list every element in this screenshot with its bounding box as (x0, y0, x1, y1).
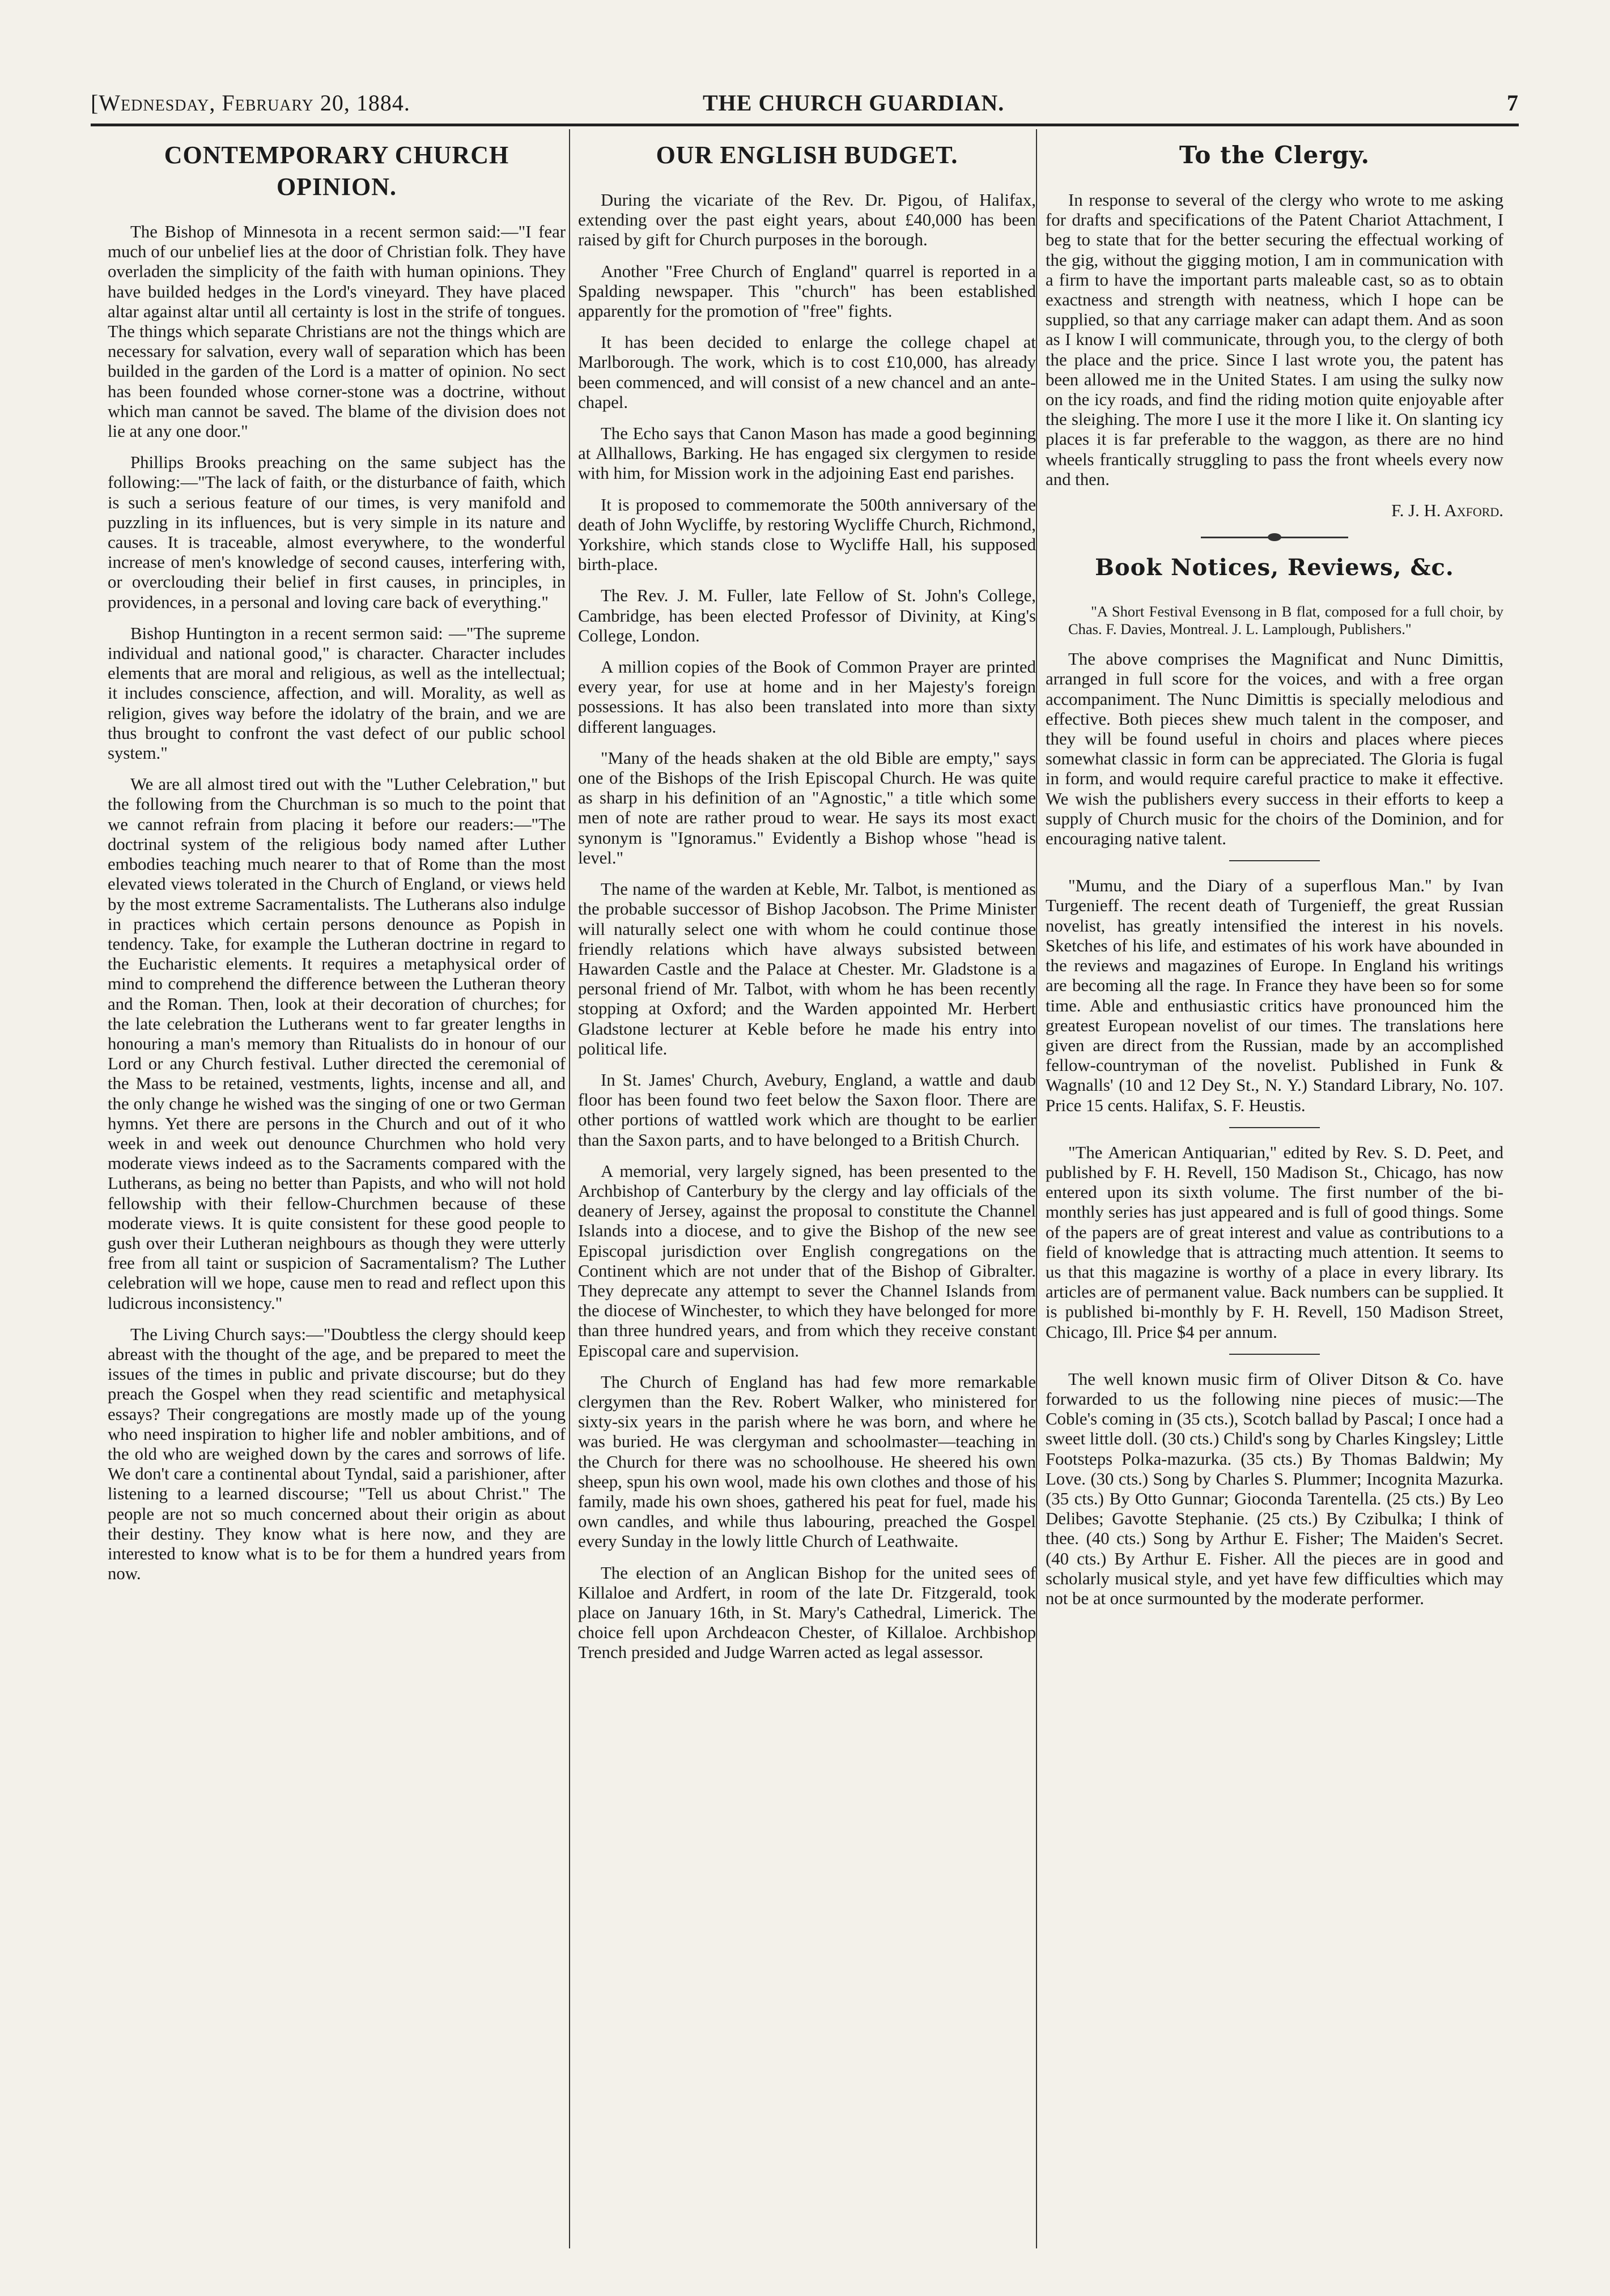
article-paragraph: The election of an Anglican Bishop for the united sees of Killaloe and Ardfert, in room of the late Dr. Fitzgerald, took place on January 16th, in St. Mary's Cathedral, Limerick. The choice fell upon Archdeacon Chester, of Killaloe. Archbishop Trench presided and Judge Warren acted as legal assessor. (578, 1563, 1036, 1663)
article-paragraph: It has been decided to enlarge the college chapel at Marlborough. The work, which is to cost £10,000, has already been commenced, and will consist of a new chancel and an ante-chapel. (578, 333, 1036, 412)
column-english-budget (578, 129, 1036, 2237)
review-paragraph: "The American Antiquarian," edited by Rev. S. D. Peet, and published by F. H. Revell, 150 Madison St., Chicago, has now entered upon its sixth volume. The first number of the bi-monthly series has just appeared and is full of good things. Some of the papers are of great interest and value as contributions to a field of knowledge that is attracting much attention. It seems to us that this magazine is worthy of a place in every library. Its articles are of permanent value. Back numbers can be supplied. It is published bi-monthly by F. H. Revell, 150 Madison Street, Chicago, Ill. Price $4 per annum. (1046, 1142, 1503, 1342)
review-paragraph: "Mumu, and the Diary of a superflous Man." by Ivan Turgenieff. The recent death of Turgenieff, the great Russian novelist, has greatly intensified the interest in his novels. Sketches of his life, and estimates of his work have abounded in the reviews and magazines of Europe. In England his writings are becoming all the rage. In France they have been so for some time. Able and enthusiastic critics have pronounced him the greatest European novelist of our times. The translations here given are direct from the Russian, made by an accomplished fellow-countryman of the novelist. Published in Funk & Wagnalls' (10 and 12 Dey St., N. Y.) Standard Library, No. 107. Price 15 cents. Halifax, S. F. Heustis. (1046, 876, 1503, 1115)
issue-date: [Wednesday, February 20, 1884. (91, 90, 410, 116)
article-paragraph: The Rev. J. M. Fuller, late Fellow of St. John's College, Cambridge, has been elected Professor of Divinity, at King's College, London. (578, 586, 1036, 645)
article-paragraph: In St. James' Church, Avebury, England, a wattle and daub floor has been found two feet below the Saxon floor. There are other portions of wattled work which are thought to be earlier than the Saxon parts, and to have belonged to a British Church. (578, 1070, 1036, 1150)
masthead-title: THE CHURCH GUARDIAN. (703, 90, 1005, 116)
article-paragraph: The Bishop of Minnesota in a recent sermon said:—"I fear much of our unbelief lies at the door of Christian folk. They have overladen the simplicity of the faith with human opinions. They have builded hedges in the Lord's vineyard. They have placed altar against altar until all certainty is lost in the strife of tongues. The things which separate Christians are not the things which are necessary for salvation, every wall of separation which has been builded in the garden of the Lord is a matter of opinion. No sect has been founded whose corner-stone was a doctrine, without which man cannot be saved. The blame of the division does not lie at any one door." (108, 222, 566, 441)
book-title-notice: "A Short Festival Evensong in B flat, composed for a full choir, by Chas. F. Davies, Montreal. J. L. Lamplough, Publishers." (1068, 603, 1503, 638)
ornamental-divider (1201, 537, 1348, 538)
page-number: 7 (1507, 90, 1519, 116)
short-divider (1229, 860, 1320, 861)
article-paragraph: The Church of England has had few more remarkable clergymen than the Rev. Robert Walker, who ministered for sixty-six years in the parish where he was born, and where he was buried. He was clergyman and schoolmaster—teaching in the Church for there was no schoolhouse. He sheered his own sheep, spun his own wool, made his own clothes and those of his family, made his own shoes, gathered his peat for fuel, made his own candles, and while thus labouring, preached the Gospel every Sunday in the lowly little Church of Leathwaite. (578, 1372, 1036, 1551)
column-clergy-and-books (1046, 129, 1503, 2237)
article-paragraph: A million copies of the Book of Common Prayer are printed every year, for use at home and in her Majesty's foreign possessions. It has also been translated into more than sixty different languages. (578, 657, 1036, 737)
review-paragraph: The above comprises the Magnificat and Nunc Dimittis, arranged in full score for the voices, and with a free organ accompaniment. The Nunc Dimittis is specially melodious and effective. Both pieces shew much talent in the composer, and they will be found useful in choirs and places where pieces somewhat classic in form can be appreciated. The Gloria is fugal in form, and would require careful practice to make it effective. We wish the publishers every success in their efforts to keep a supply of Church music for the choirs of the Dominion, and for encouraging native talent. (1046, 649, 1503, 849)
header-rule (91, 124, 1519, 126)
column-contemporary-opinion (108, 129, 566, 2237)
short-divider (1229, 1127, 1320, 1128)
section-heading: CONTEMPORARY CHURCH OPINION. (164, 141, 509, 201)
article-paragraph: A memorial, very largely signed, has been presented to the Archbishop of Canterbury by the clergy and lay officials of the deanery of Jersey, against the proposal to constitute the Channel Islands into a diocese, and to give the Bishop of the new see Episcopal jurisdiction over English congregations on the Continent which are not under that of the Bishop of Gibralter. They deprecate any attempt to sever the Channel Islands from the diocese of Winchester, to which they have belonged for more than three hundred years, and from which they receive constant Episcopal care and supervision. (578, 1161, 1036, 1360)
article-paragraph: Bishop Huntington in a recent sermon said: —"The supreme individual and national good," is character. Character includes elements that are moral and religious, as well as the intellectual; it includes conscience, affection, and will. Morality, as well as religion, gives way before the idolatry of the brain, and we are thus brought to confront the vast defect of our public school system." (108, 623, 566, 763)
article-paragraph: The Echo says that Canon Mason has made a good beginning at Allhallows, Barking. He has engaged six clergymen to reside with him, for Mission work in the adjoining East end parishes. (578, 424, 1036, 483)
column-divider (1036, 129, 1037, 2248)
column-divider (569, 129, 570, 2248)
article-paragraph: Phillips Brooks preaching on the same subject has the following:—"The lack of faith, or the disturbance of faith, which is such a serious feature of our times, is very manifold and puzzling in its influences, but is very simple in its nature and causes. It is traceable, almost everywhere, to the wonderful increase of men's knowledge of second causes, interfering with, or overclouding their belief in first causes, in principles, in providences, in a personal and loving care back of everything." (108, 453, 566, 612)
letter-paragraph: In response to several of the clergy who wrote to me asking for drafts and specifications of the Patent Chariot Attachment, I beg to state that for the better securing the effectual working of the gig, without the gigging motion, I am in communication with a firm to have the important parts maleable cast, so as to obtain exactness and strength with neatness, which I hope can be supplied, so that any carriage maker can adapt them. And as soon as I know I will communicate, through you, to the clergy of both the place and the price. Since I last wrote you, the patent has been allowed me in the United States. I am using the sulky now on the icy roads, and find the riding motion quite enjoyable after the sleighing. The more I use it the more I like it. On slanting icy places it is far preferable to the waggon, as there are no hind wheels frantically struggling to pass the front wheels every now and then. (1046, 190, 1503, 489)
article-paragraph: The Living Church says:—"Doubtless the clergy should keep abreast with the thought of the age, and be prepared to meet the issues of the times in public and private discourse; but do they preach the Gospel when they read scientific and metaphysical essays? Their congregations are mostly made up of the young who need inspiration to higher life and nobler ambitions, and of the old who are weighed down by the cares and sorrows of life. We don't care a continental about Tyndal, said a parishioner, after listening to a learned discourse; "Tell us about Christ." The people are not so much concerned about their origin as about their destiny. They know what is here now, and they are interested to know what is to be for them a hundred years from now. (108, 1324, 566, 1584)
section-heading: To the Clergy. (1179, 141, 1370, 169)
article-paragraph: We are all almost tired out with the "Luther Celebration," but the following from the Churchman is so much to the point that we cannot refrain from placing it before our readers:—"The doctrinal system of the religious body named after Luther embodies teaching much nearer to that of Rome than the most elevated views tolerated in the Church of England, or views held by the most extreme Sacramentalists. The Lutherans also indulge in practices which certain persons denounce as Popish in tendency. Take, for example the Lutheran doctrine in regard to the Eucharistic elements. It requires a metaphysical order of mind to comprehend the difference between the Lutheran theory and the Roman. Then, look at their decoration of churches; for the late celebration the Lutherans went to far greater lengths in honouring a man's memory than Ritualists do in honour of our Lord or any Church festival. Luther directed the ceremonial of the Mass to be retained, vestments, lights, incense and all, and the only change he wished was the singing of one or two German hymns. Yet there are persons in the Church and out of it who week in and week out denounce Churchmen who hold very moderate views indeed as to the Sacraments compared with the Lutherans, as being no better than Papists, and who will not hold fellowship with their fellow-Churchmen because of these moderate views. It is quite consistent for these good people to gush over their Lutheran neighbours as though they were utterly free from all taint or suspicion of Sacramentalism? The Luther celebration will we hope, cause men to read and reflect upon this ludicrous inconsistency." (108, 775, 566, 1313)
article-paragraph: During the vicariate of the Rev. Dr. Pigou, of Halifax, extending over the past eight years, about £40,000 has been raised by gift for Church purposes in the borough. (578, 190, 1036, 250)
review-paragraph: The well known music firm of Oliver Ditson & Co. have forwarded to us the following nine pieces of music:—The Coble's coming in (35 cts.), Scotch ballad by Pascal; I once had a sweet little doll. (30 cts.) Child's song by Charles Kingsley; Little Footsteps Polka-mazurka. (35 cts.) By Thomas Baldwin; My Love. (30 cts.) Song by Charles S. Plummer; Incognita Mazurka. (35 cts.) By Otto Gunnar; Gioconda Tarentella. (25 cts.) By Leo Delibes; Gavotte Stephanie. (25 cts.) By Czibulka; I think of thee. (40 cts.) Song by Arthur E. Fisher; The Maiden's Secret. (40 cts.) By Arthur E. Fisher. All the pieces are in good and scholarly musical style, and yet have few difficulties which may not be at once surmounted by the moderate performer. (1046, 1369, 1503, 1608)
section-heading: OUR ENGLISH BUDGET. (656, 141, 958, 169)
article-paragraph: It is proposed to commemorate the 500th anniversary of the death of John Wycliffe, by restoring Wycliffe Church, Richmond, Yorkshire, which stands close to Wycliffe Hall, his supposed birth-place. (578, 495, 1036, 575)
article-paragraph: "Many of the heads shaken at the old Bible are empty," says one of the Bishops of the Irish Episcopal Church. He was quite as sharp in his definition of an "Agnostic," a title which some men of note are rather proud to wear. He says its most exact synonym is "Ignoramus." Evidently a Bishop whose "head is level." (578, 748, 1036, 868)
short-divider (1229, 1354, 1320, 1355)
section-heading: Book Notices, Reviews, &c. (1095, 554, 1454, 581)
page-header (91, 85, 1519, 125)
article-paragraph: Another "Free Church of England" quarrel is reported in a Spalding newspaper. This "church" has been established apparently for the promotion of "free" fights. (578, 261, 1036, 321)
letter-signature: F. J. H. Axford. (1391, 501, 1503, 521)
article-paragraph: The name of the warden at Keble, Mr. Talbot, is mentioned as the probable successor of Bishop Jacobson. The Prime Minister will naturally select one with whom he could continue those friendly relations which have always subsisted between Hawarden Castle and the Palace at Chester. Mr. Gladstone is a personal friend of Mr. Talbot, with whom he has been recently stopping at Oxford; and the Warden appointed Mr. Herbert Gladstone lecturer at Keble before he made his entry into political life. (578, 879, 1036, 1058)
